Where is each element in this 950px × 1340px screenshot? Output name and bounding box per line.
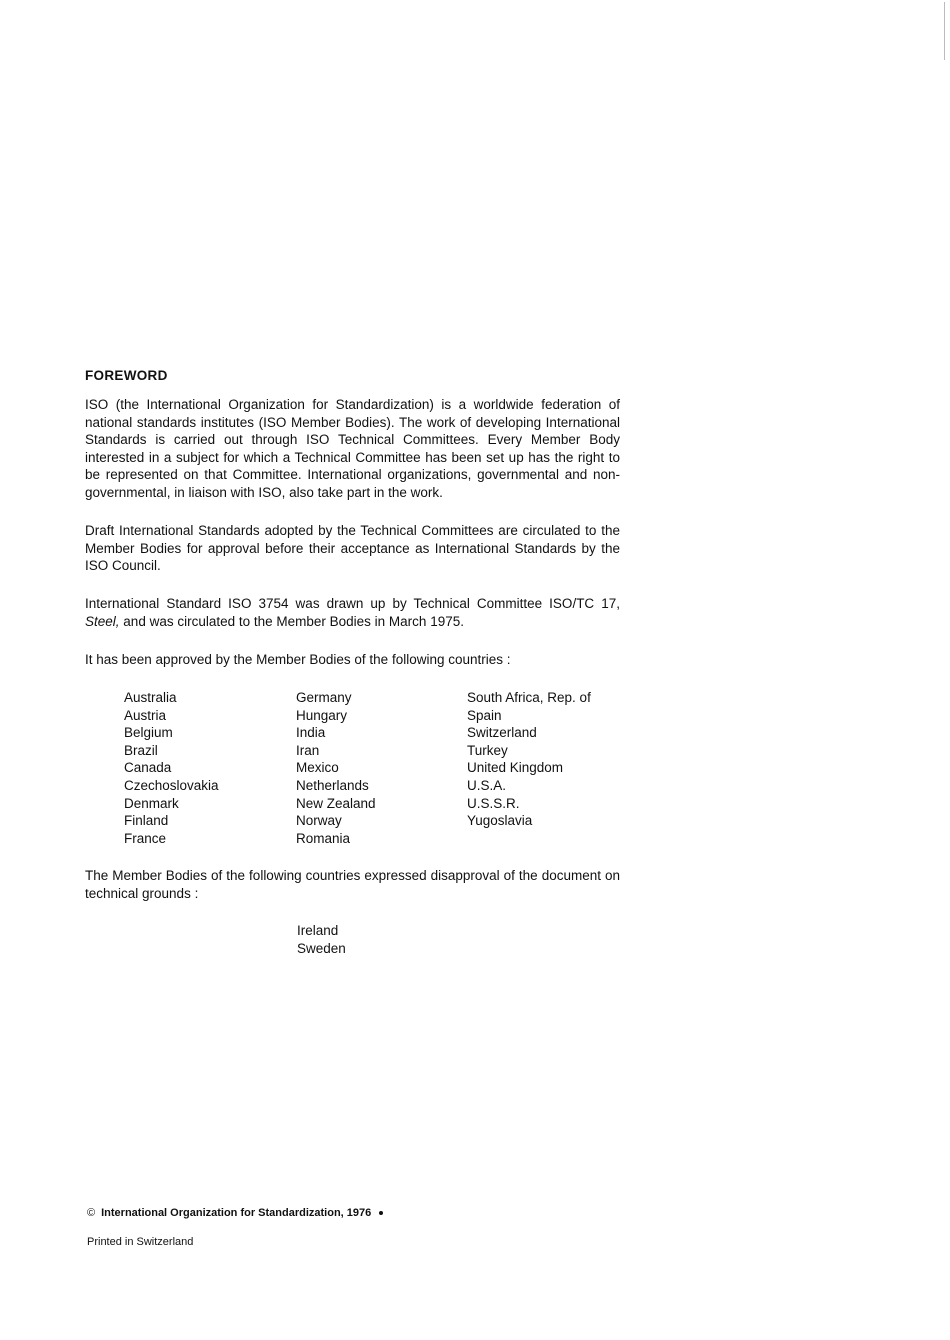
- country-item: U.S.S.R.: [467, 795, 520, 811]
- country-item: India: [296, 725, 326, 741]
- country-item: Hungary: [296, 707, 348, 723]
- country-item: Czechoslovakia: [124, 777, 219, 793]
- country-item: Australia: [124, 690, 177, 705]
- country-item: Austria: [124, 707, 167, 723]
- country-item: Mexico: [296, 760, 339, 776]
- country-item: Netherlands: [296, 777, 369, 793]
- country-item: Brazil: [124, 742, 158, 758]
- country-item: South Africa, Rep. of: [467, 690, 591, 705]
- foreword-paragraph-draft-standards: Draft International Standards adopted by the Technical Committees are circulated to the Member Bodies for approval before their acceptance as International Standards by the ISO Council.: [85, 523, 620, 574]
- country-item: Yugoslavia: [467, 813, 533, 829]
- approving-countries-column-3: [467, 689, 591, 830]
- country-item: New Zealand: [296, 795, 376, 811]
- country-item: France: [124, 830, 167, 846]
- country-item: Switzerland: [467, 725, 537, 741]
- copyright-line: [87, 1207, 383, 1219]
- country-item: Belgium: [124, 725, 173, 741]
- approving-countries-column-2: [296, 689, 376, 847]
- printed-in-note: Printed in Switzerland: [87, 1236, 194, 1248]
- country-item: Norway: [296, 813, 342, 829]
- country-item: Iran: [296, 742, 320, 758]
- iso-3754-text-end: and was circulated to the Member Bodies in March 1975.: [123, 613, 464, 629]
- country-item: Romania: [296, 830, 351, 846]
- copyright-text: International Organization for Standardization, 1976: [101, 1207, 372, 1219]
- iso-3754-text-start: International Standard ISO 3754 was drawn up by Technical Committee ISO/TC 17,: [85, 596, 620, 611]
- country-item: Finland: [124, 813, 169, 829]
- country-item: Ireland: [297, 923, 339, 938]
- country-item: Sweden: [297, 940, 346, 956]
- country-item: Turkey: [467, 742, 508, 758]
- approval-intro: It has been approved by the Member Bodies of the following countries :: [85, 652, 511, 667]
- country-item: Germany: [296, 690, 352, 705]
- disapproving-countries-list: [297, 922, 346, 957]
- foreword-heading: FOREWORD: [85, 368, 168, 383]
- page-edge-mark: [944, 2, 945, 60]
- foreword-paragraph-iso: ISO (the International Organization for Standardization) is a worldwide federation of national standards institutes (ISO Member Bodies). The work of developing International Standards is carried out through ISO Technical Committees. Every Member Body interested in a subject for which a Technical Committee has been set up has the right to be represented on that Committee. International organizations, governmental and non-governmental, in liaison with ISO, also take part in the work.: [85, 397, 620, 500]
- copyright-symbol: ©: [87, 1207, 96, 1219]
- committee-name-steel: Steel,: [85, 613, 120, 629]
- country-item: Denmark: [124, 795, 179, 811]
- country-item: Canada: [124, 760, 172, 776]
- foreword-paragraph-iso-3754: [85, 595, 620, 630]
- country-item: Spain: [467, 707, 502, 723]
- approving-countries-column-1: [124, 689, 219, 847]
- country-item: United Kingdom: [467, 760, 564, 776]
- disapproval-intro: The Member Bodies of the following countries expressed disapproval of the document on technical grounds :: [85, 868, 620, 901]
- bullet-dot: [379, 1211, 383, 1215]
- country-item: U.S.A.: [467, 777, 507, 793]
